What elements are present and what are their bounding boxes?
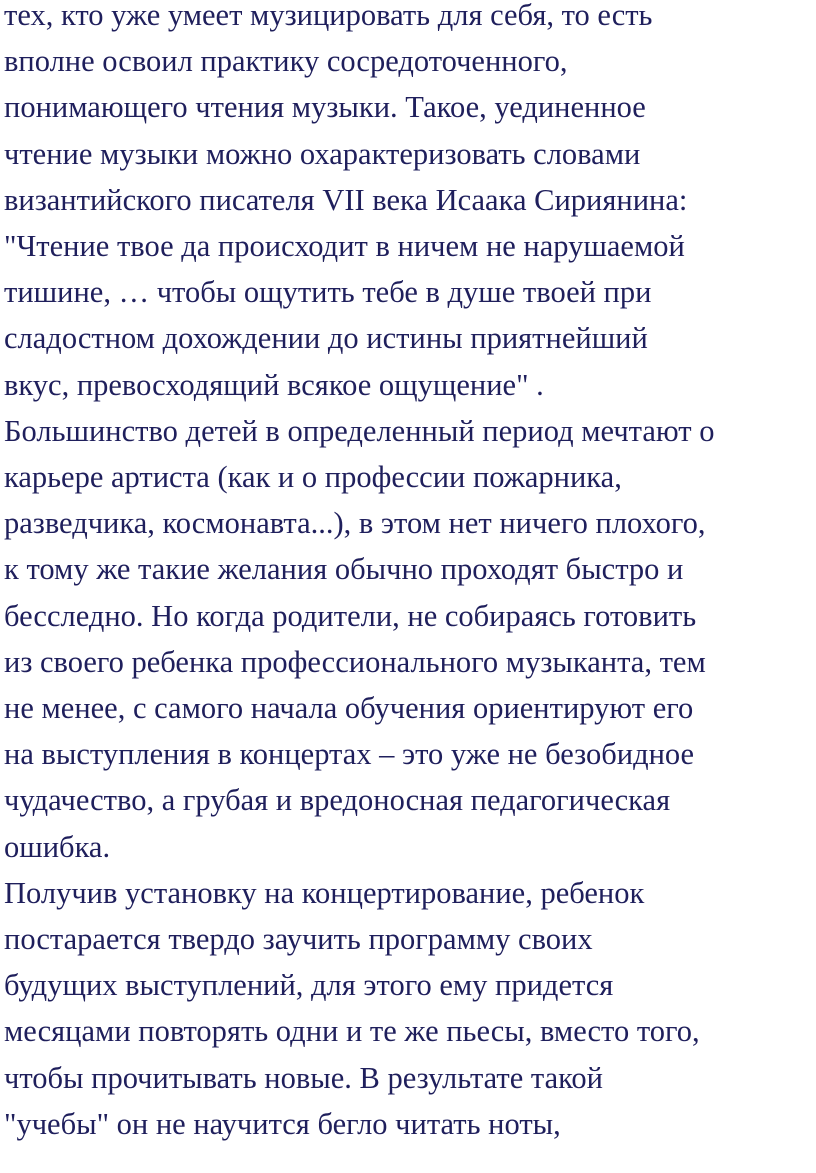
text-line: на выступления в концертах – это уже не безобидное	[4, 737, 695, 772]
text-line: сладостном дохождении до истины приятнейший	[4, 321, 648, 356]
text-line: чудачество, а грубая и вредоносная педагогическая	[4, 783, 671, 818]
text-line: карьере артиста (как и о профессии пожарника,	[4, 460, 622, 495]
text-line: постарается твердо заучить программу своих	[4, 922, 593, 957]
text-line: чтобы прочитывать новые. В результате такой	[4, 1060, 603, 1095]
text-line: Получив установку на концертирование, ребенок	[4, 875, 645, 910]
text-line: тишине, … чтобы ощутить тебе в душе твоей при	[4, 275, 652, 310]
text-line: тех, кто уже умеет музицировать для себя, то есть	[4, 0, 653, 32]
text-line: не менее, с самого начала обучения ориентируют его	[4, 691, 694, 726]
text-line: "учебы" он не научится бегло читать ноты,	[4, 1106, 561, 1141]
text-body	[4, 0, 816, 1147]
text-line: "Чтение твое да происходит в ничем не нарушаемой	[4, 229, 685, 264]
text-line: к тому же такие желания обычно проходят быстро и	[4, 552, 684, 587]
text-line: византийского писателя VII века Исаака Сириянина:	[4, 182, 688, 217]
text-line: ошибка.	[4, 829, 111, 864]
text-line: вполне освоил практику сосредоточенного,	[4, 44, 568, 79]
paragraph-3	[4, 870, 816, 1147]
text-line: Большинство детей в определенный период мечтают о	[4, 413, 715, 448]
text-line: понимающего чтения музыки. Такое, уединенное	[4, 90, 646, 125]
paragraph-2	[4, 408, 816, 870]
text-line: месяцами повторять одни и те же пьесы, вместо того,	[4, 1014, 700, 1049]
text-line: бесследно. Но когда родители, не собираясь готовить	[4, 598, 697, 633]
text-line: будущих выступлений, для этого ему придется	[4, 968, 614, 1003]
text-line: из своего ребенка профессионального музыканта, тем	[4, 644, 706, 679]
text-line: разведчика, космонавта...), в этом нет ничего плохого,	[4, 506, 706, 541]
text-line: вкус, превосходящий всякое ощущение" .	[4, 367, 544, 402]
text-line: чтение музыки можно охарактеризовать словами	[4, 136, 641, 171]
paragraph-1	[4, 0, 816, 408]
